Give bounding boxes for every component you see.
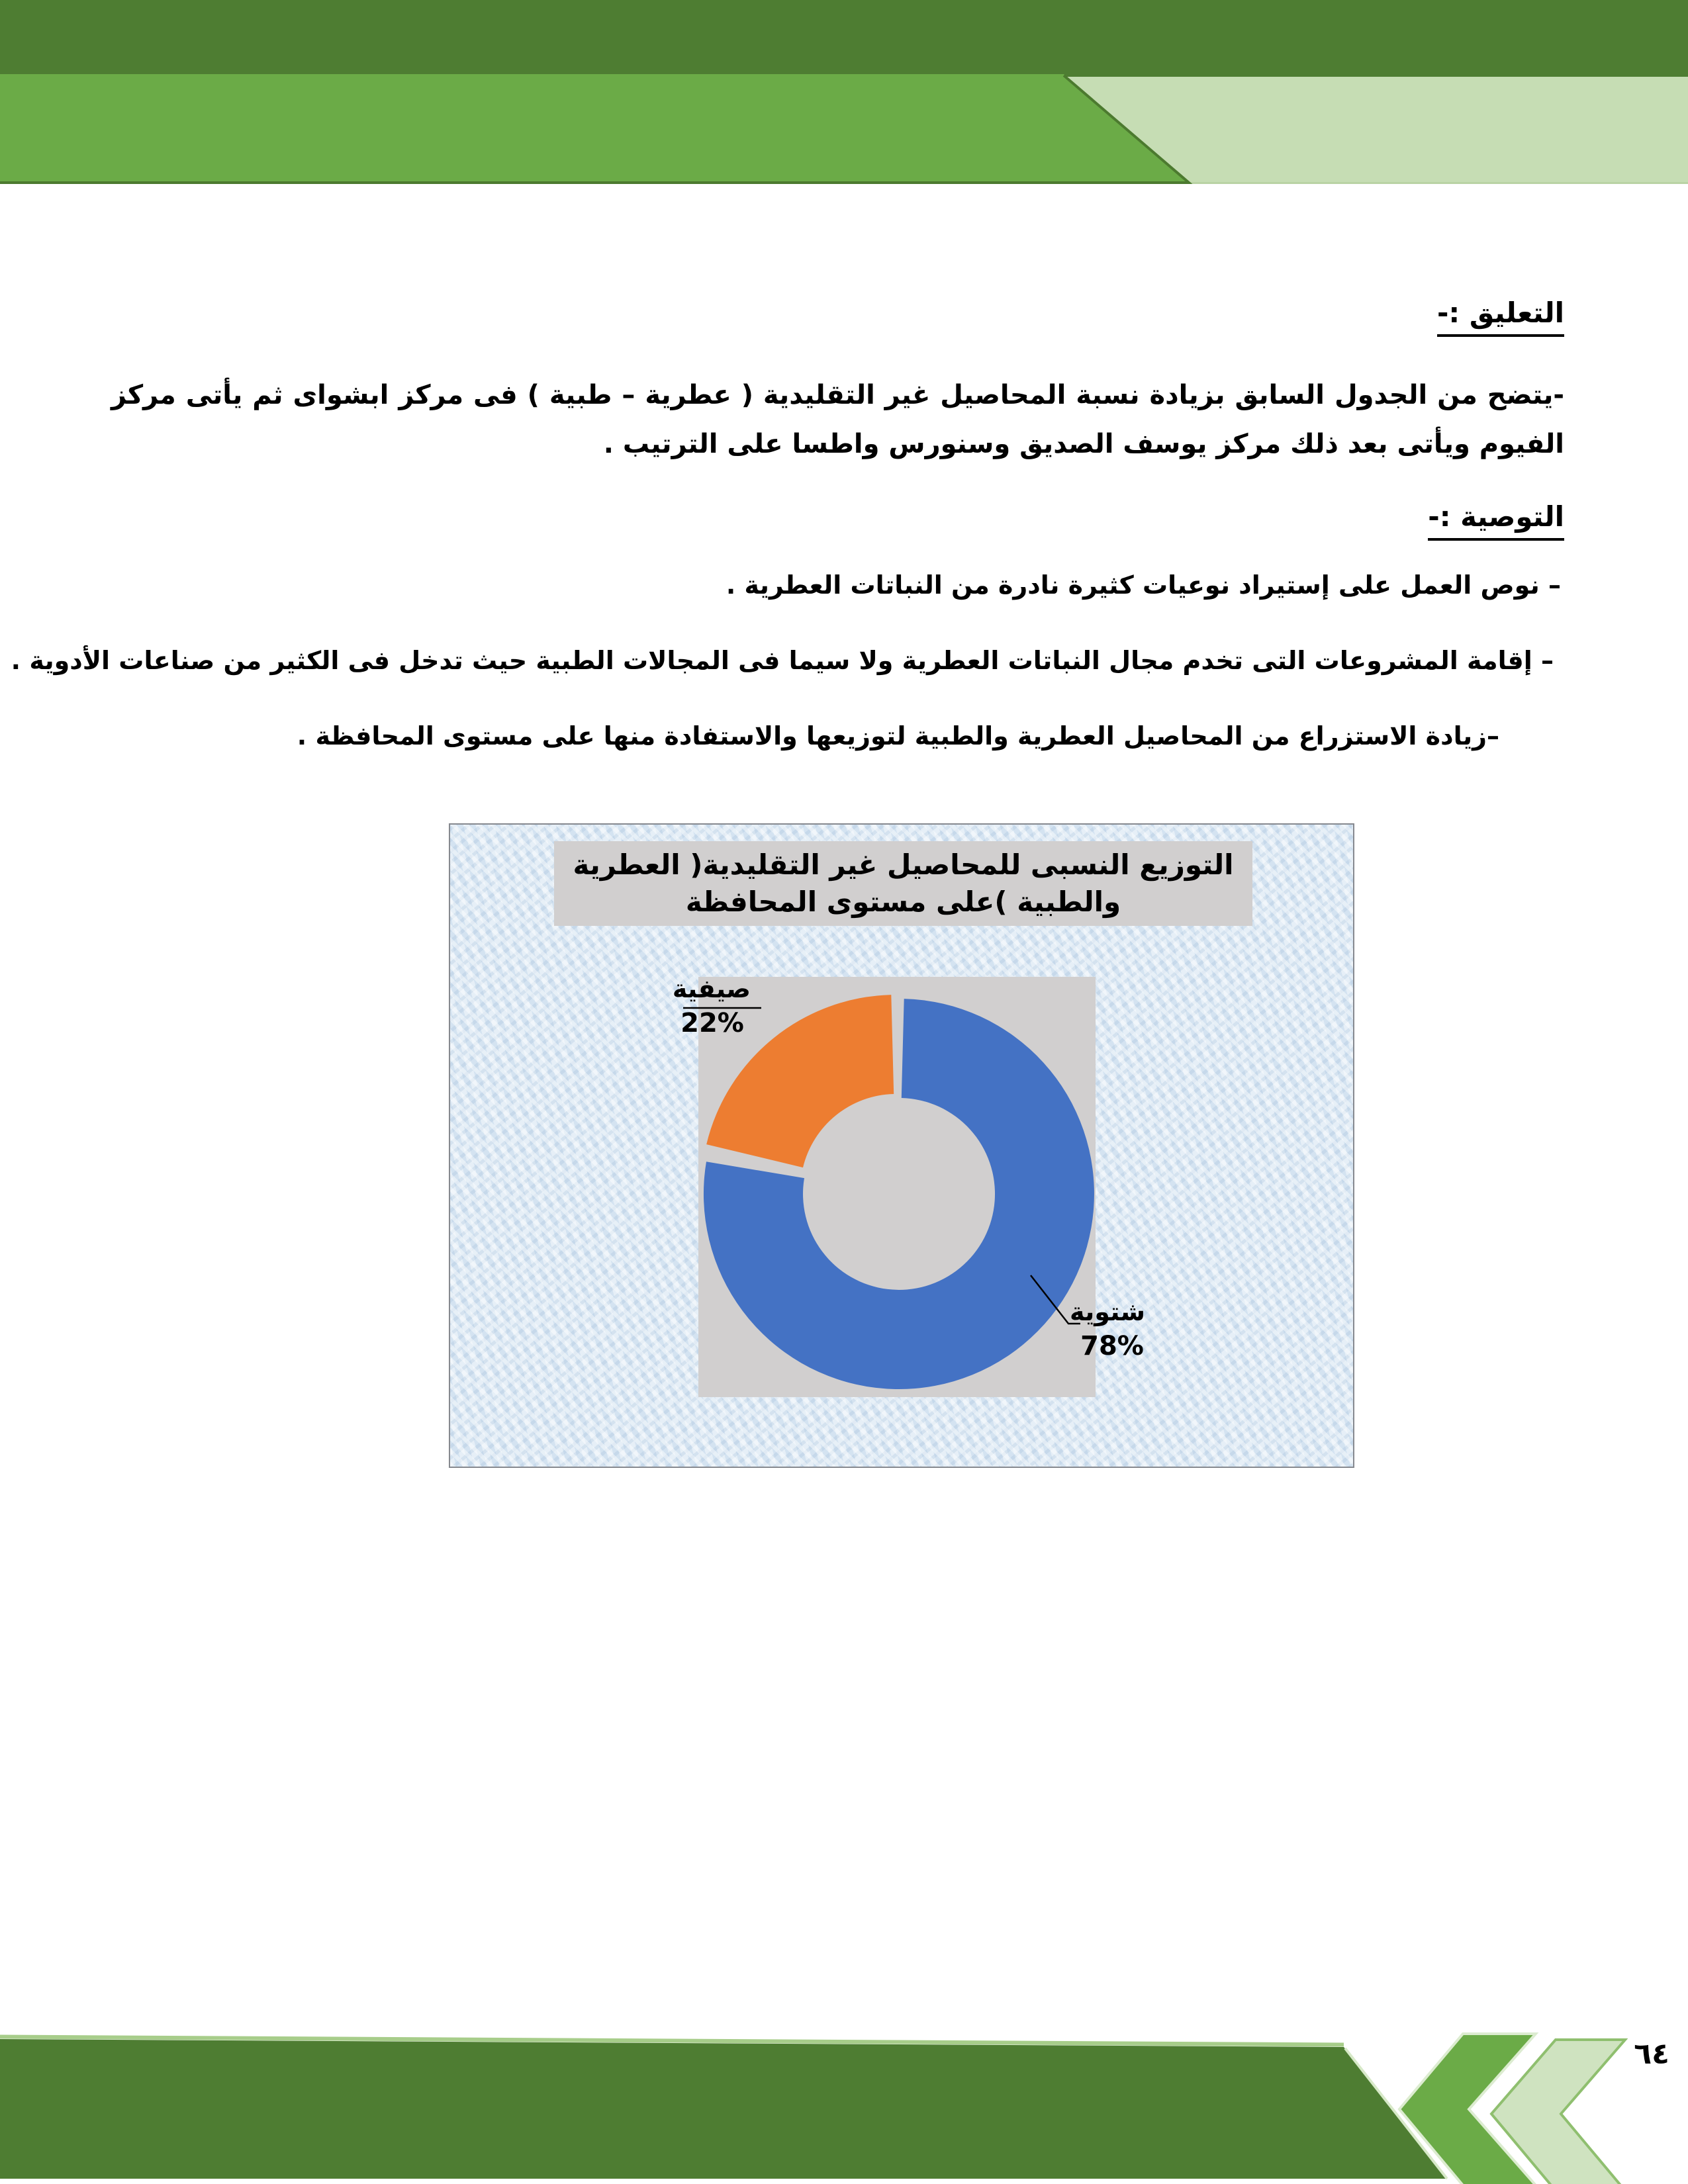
recommendation-bullet-2: – إقامة المشروعات التى تخدم مجال النباتات العطرية ولا سيما فى المجالات الطبية حيث تدخل فى الكثير من صناعات الأدوية . xyxy=(11,646,1554,675)
winter-value-text: 78% xyxy=(1080,1331,1144,1361)
header-dark-band xyxy=(0,0,1688,77)
comment-heading: التعليق :- xyxy=(1437,296,1564,337)
doughnut-chart-figure xyxy=(449,823,1354,1468)
winter-label-text: شتوية xyxy=(1069,1297,1145,1326)
header-green-trapezoid xyxy=(0,74,1192,184)
summer-value-text: 22% xyxy=(680,1008,744,1038)
winter-slice-label xyxy=(1069,1295,1145,1363)
footer-dark-band xyxy=(0,2039,1446,2179)
recommendation-bullet-1: – نوص العمل على إستيراد نوعيات كثيرة نادرة من النباتات العطرية . xyxy=(726,570,1561,600)
header-banner xyxy=(0,0,1688,187)
footer-banner xyxy=(0,2012,1688,2184)
summer-slice-label xyxy=(674,972,751,1040)
page-number: ٦٤ xyxy=(1634,2037,1669,2071)
chart-title: التوزيع النسبى للمحاصيل غير التقليدية( العطرية والطبية )على مستوى المحافظة xyxy=(573,848,1234,918)
recommendation-heading: التوصية :- xyxy=(1428,500,1564,541)
summer-label-text: صيفية xyxy=(672,974,751,1003)
comment-paragraph: -يتضح من الجدول السابق بزيادة نسبة المحاصيل غير التقليدية ( عطرية – طبية ) فى مركز ابشواى ثم يأتى مركز الفيوم ويأتى بعد ذلك مركز يوسف الصديق وسنورس واطسا على الترتيب . xyxy=(111,380,1564,459)
doughnut-chart xyxy=(450,825,1353,1467)
recommendation-bullet-3: –زيادة الاستزراع من المحاصيل العطرية والطبية لتوزيعها والاستفادة منها على مستوى المحافظة . xyxy=(297,721,1499,751)
